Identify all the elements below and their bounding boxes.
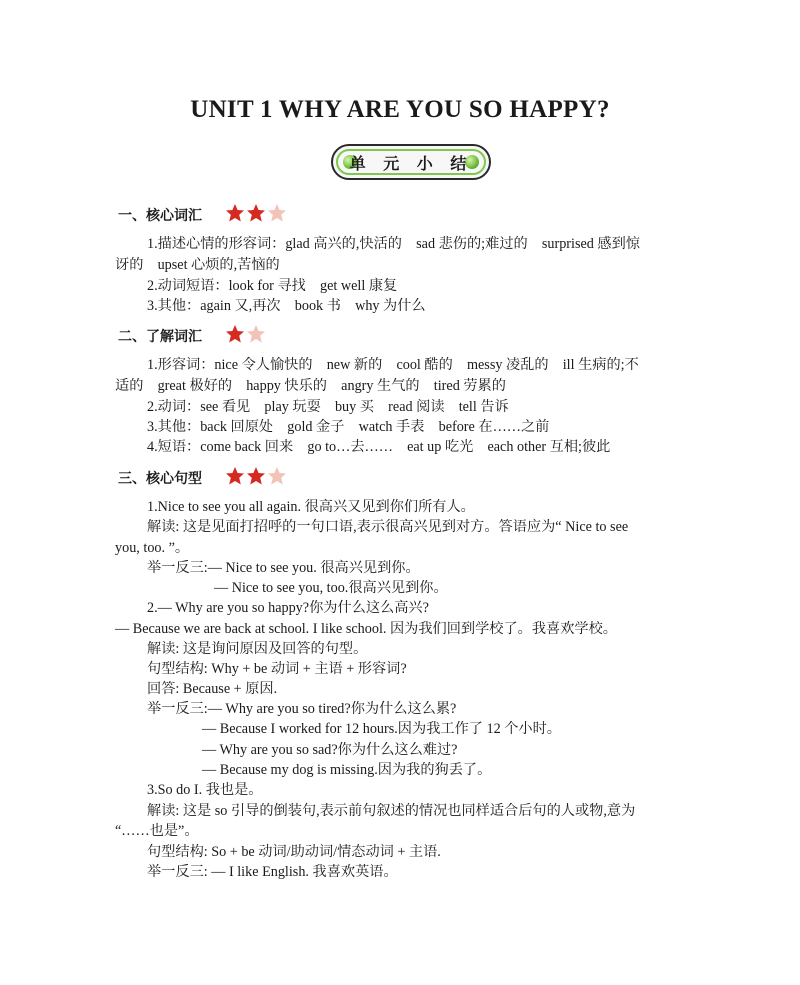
rating-stars [225, 324, 271, 344]
text-line: 句型结构: Why + be 动词 + 主语 + 形容词? [147, 661, 407, 677]
text-line: 解读: 这是见面打招呼的一句口语,表示很高兴见到对方。答语应为“ Nice to see [147, 519, 629, 535]
rating-stars [225, 466, 291, 486]
text-line: 回答: Because + 原因. [147, 681, 278, 697]
badge-label: 单 元 小 结 [349, 154, 473, 173]
text-line: 2.动词短语：look for 寻找 get well 康复 [147, 278, 398, 294]
star-icon [247, 204, 265, 222]
text-line: 句型结构: So + be 动词/助动词/情态动词 + 主语. [147, 844, 441, 860]
star-icon [226, 204, 244, 222]
text-line: 解读: 这是 so 引导的倒装句,表示前句叙述的情况也同样适合后句的人或物,意为 [147, 803, 636, 819]
text-line: 4.短语：come back 回来 go to…去…… eat up 吃光 each other 互相;彼此 [147, 439, 611, 455]
text-line: 3.其他：again 又,再次 book 书 why 为什么 [147, 298, 426, 314]
text-line: 1.形容词：nice 令人愉快的 new 新的 cool 酷的 messy 凌乱的 ill 生病的;不 [147, 357, 639, 373]
section-heading-core-vocabulary: 一、核心词汇 [118, 208, 202, 224]
text-line: 1.描述心情的形容词：glad 高兴的,快活的 sad 悲伤的;难过的 surprised 感到惊 [147, 236, 640, 252]
page-title: UNIT 1 WHY ARE YOU SO HAPPY? [190, 96, 610, 123]
rating-stars [225, 203, 291, 223]
text-line: “……也是”。 [115, 823, 199, 839]
unit-summary-badge [331, 144, 491, 180]
text-line: 3.其他：back 回原处 gold 金子 watch 手表 before 在……之前 [147, 419, 550, 435]
text-line: — Because my dog is missing.因为我的狗丢了。 [202, 762, 492, 778]
star-icon [247, 467, 265, 485]
text-line: 适的 great 极好的 happy 快乐的 angry 生气的 tired 劳累的 [115, 378, 506, 394]
section-heading-extended-vocabulary: 二、了解词汇 [118, 329, 202, 345]
text-line: 2.动词：see 看见 play 玩耍 buy 买 read 阅读 tell 告诉 [147, 399, 509, 415]
text-line: — Nice to see you, too.很高兴见到你。 [214, 580, 448, 596]
star-icon [247, 325, 265, 343]
text-line: 举一反三: — I like English. 我喜欢英语。 [147, 864, 398, 880]
star-icon [226, 467, 244, 485]
text-line: 举一反三:— Nice to see you. 很高兴见到你。 [147, 560, 420, 576]
star-icon [268, 467, 286, 485]
section-heading-core-sentences: 三、核心句型 [118, 471, 202, 487]
text-line: 解读: 这是询问原因及回答的句型。 [147, 641, 368, 657]
text-line: — Because we are back at school. I like school. 因为我们回到学校了。我喜欢学校。 [115, 621, 617, 637]
text-line: — Because I worked for 12 hours.因为我工作了 12 个小时。 [202, 721, 561, 737]
text-line: you, too. ”。 [115, 540, 190, 556]
text-line: — Why are you so sad?你为什么这么难过? [202, 742, 458, 758]
star-icon [226, 325, 244, 343]
text-line: 讶的 upset 心烦的,苦恼的 [115, 257, 280, 273]
star-icon [268, 204, 286, 222]
text-line: 2.— Why are you so happy?你为什么这么高兴? [147, 600, 429, 616]
text-line: 1.Nice to see you all again. 很高兴又见到你们所有人。 [147, 499, 475, 515]
text-line: 3.So do I. 我也是。 [147, 782, 263, 798]
text-line: 举一反三:— Why are you so tired?你为什么这么累? [147, 701, 457, 717]
